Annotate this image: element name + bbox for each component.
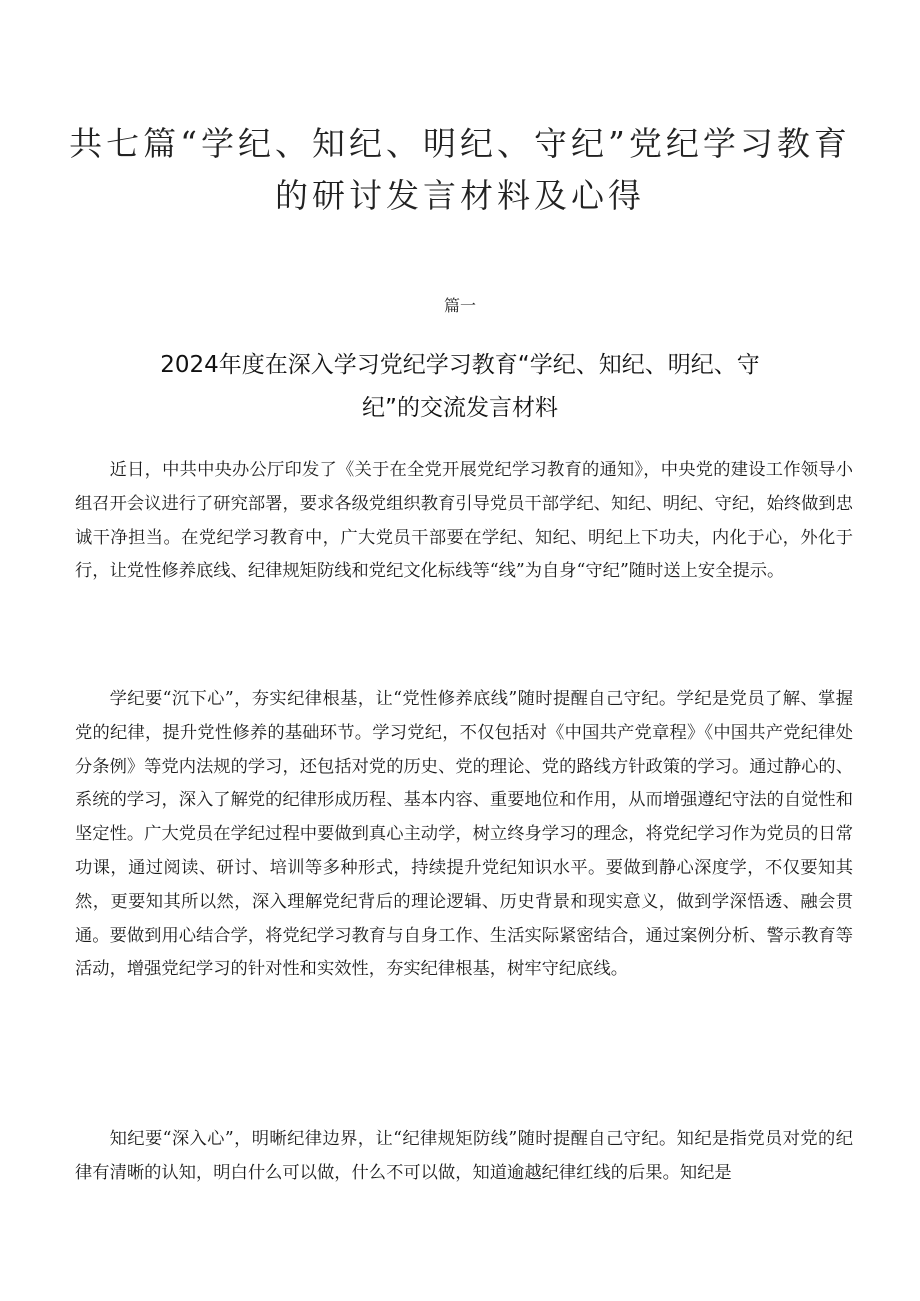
document-title-line-2: 的研讨发言材料及心得 bbox=[275, 176, 645, 215]
body-paragraph: 近日，中共中央办公厅印发了《关于在全党开展党纪学习教育的通知》，中央党的建设工作领导小组召开会议进行了研究部署，要求各级党组织教育引导党员干部学纪、知纪、明纪、守纪，始终做到忠诚干净担当。在党纪学习教育中，广大党员干部要在学纪、知纪、明纪上下功夫，内化于心，外化于行，让党性修养底线、纪律规矩防线和党纪文化标线等“线”为自身“守纪”随时送上安全提示。 bbox=[75, 460, 853, 582]
section-label: 篇一 bbox=[443, 296, 476, 315]
document-title bbox=[0, 118, 920, 222]
document-title-line-1: 共七篇“学纪、知纪、明纪、守纪”党纪学习教育 bbox=[69, 124, 851, 163]
article-title-line-2: 纪”的交流发言材料 bbox=[362, 395, 558, 421]
article-title-line-1: 2024年度在深入学习党纪学习教育“学纪、知纪、明纪、守 bbox=[160, 352, 760, 378]
body-paragraph: 知纪要“深入心”，明晰纪律边界，让“纪律规矩防线”随时提醒自己守纪。知纪是指党员对党的纪律有清晰的认知，明白什么可以做，什么不可以做，知道逾越纪律红线的后果。知纪是 bbox=[75, 1129, 853, 1183]
body-paragraph: 学纪要“沉下心”，夯实纪律根基，让“党性修养底线”随时提醒自己守纪。学纪是党员了解、掌握党的纪律，提升党性修养的基础环节。学习党纪，不仅包括对《中国共产党章程》《中国共产党纪律处分条例》等党内法规的学习，还包括对党的历史、党的理论、党的路线方针政策的学习。通过静心的、系统的学习，深入了解党的纪律形成历程、基本内容、重要地位和作用，从而增强遵纪守法的自觉性和坚定性。广大党员在学纪过程中要做到真心主动学，树立终身学习的理念，将党纪学习作为党员的日常功课，通过阅读、研讨、培训等多种形式，持续提升党纪知识水平。要做到静心深度学，不仅要知其然，更要知其所以然，深入理解党纪背后的理论逻辑、历史背景和现实意义，做到学深悟透、融会贯通。要做到用心结合学，将党纪学习教育与自身工作、生活实际紧密结合，通过案例分析、警示教育等活动，增强党纪学习的针对性和实效性，夯实纪律根基，树牢守纪底线。 bbox=[75, 689, 853, 980]
article-title bbox=[0, 344, 920, 430]
